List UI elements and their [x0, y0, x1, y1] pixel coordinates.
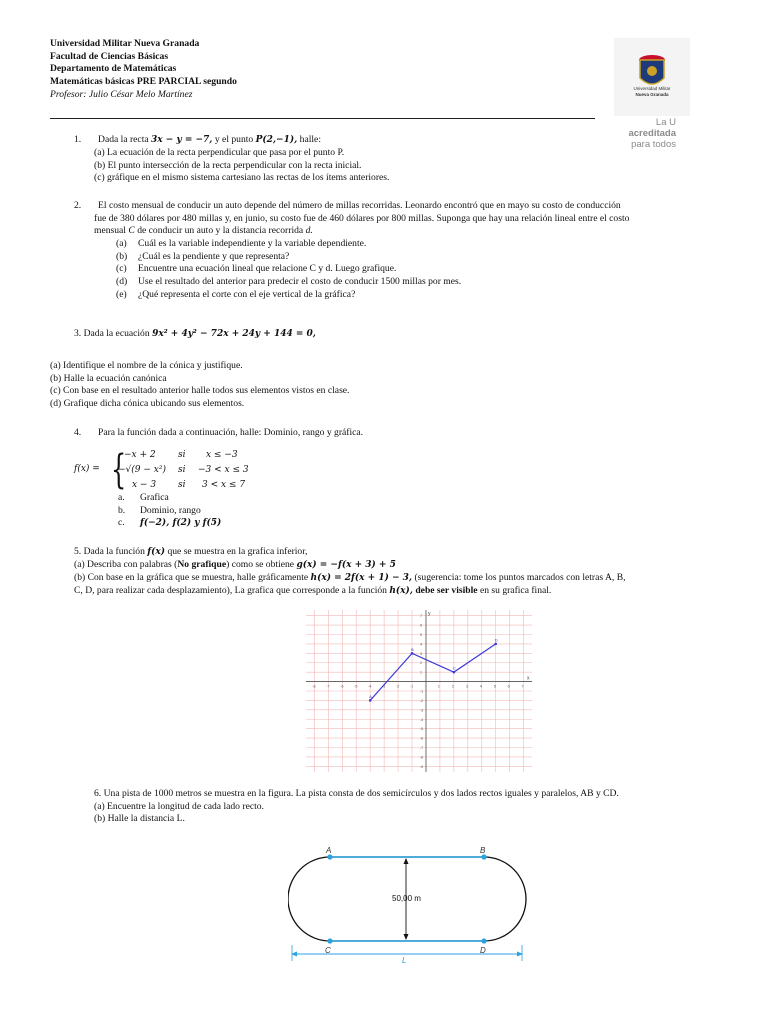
- q3-item-d: (d) Grafique dicha cónica ubicando sus elementos.: [50, 397, 245, 409]
- q5-line3b: (sugerencia: tome los puntos marcados con letras A, B,: [414, 571, 626, 583]
- university-name: Universidad Militar Nueva Granada: [50, 38, 200, 49]
- y-tick-label: -5: [419, 727, 424, 732]
- x-tick-label: -8: [312, 684, 316, 689]
- q1-item-b: (b) El punto intersección de la recta perpendicular con la recta inicial.: [94, 159, 362, 171]
- q4-item: a. Grafica: [118, 492, 169, 503]
- question-1: [74, 134, 634, 185]
- piecewise-cond-3: 3 < x ≤ 7: [202, 480, 246, 490]
- q2-line3b: de conducir un auto y la distancia recorrida: [137, 225, 304, 237]
- q1-text-mid: y el punto: [214, 134, 254, 145]
- label-B: B: [480, 846, 486, 855]
- q1-point: P(2,−1),: [255, 135, 298, 145]
- x-tick-label: -2: [396, 684, 400, 689]
- logo-text-line2: Nueva Granada: [635, 92, 669, 97]
- q1-text-pre: Dada la recta: [98, 134, 149, 145]
- label-D: D: [480, 946, 486, 955]
- q2-line3a: mensual: [94, 225, 126, 237]
- q1-number: 1.: [74, 134, 82, 145]
- q3-item-b: (b) Halle la ecuación canónica: [50, 372, 167, 384]
- university-logo: [614, 38, 690, 116]
- q5-line2c: ) como se obtiene: [226, 558, 295, 570]
- label-A: A: [326, 846, 332, 855]
- piecewise-cond-2: −3 < x ≤ 3: [198, 465, 249, 475]
- q5-no-grafique: No grafique: [177, 558, 227, 570]
- data-point-A: [369, 699, 372, 702]
- width-label: 50,00 m: [392, 894, 421, 903]
- tagline-line3: para todos: [631, 138, 676, 150]
- course-title: Matemáticas básicas PRE PARCIAL segundo: [50, 75, 237, 87]
- q2-line2: fue de 380 dólares por 480 millas y, en junio, su costo fue de 460 dólares por 800 millas. Suponga que hay una relación lineal entre el costo: [94, 212, 630, 224]
- q2-item: (e) ¿Qué representa el corte con el eje vertical de la gráfica?: [116, 288, 356, 300]
- x-tick-label: 2: [451, 684, 454, 689]
- x-tick-label: 1: [437, 684, 440, 689]
- y-tick-label: 4: [419, 642, 422, 647]
- y-tick-label: 1: [419, 670, 422, 675]
- q5-line4c: en su grafica final.: [479, 584, 552, 596]
- piecewise-brace: {: [111, 447, 127, 493]
- q1-item-c: (c) gráfique en el mismo sistema cartesiano las rectas de los ítems anteriores.: [94, 172, 390, 184]
- q5-line4a: C, D, para realizar cada desplazamiento), La grafica que corresponde a la función: [74, 584, 387, 596]
- q5-hx: h(x) = 2f(x + 1) − 3,: [310, 572, 413, 583]
- x-tick-label: 5: [493, 684, 496, 689]
- track-figure: [288, 845, 528, 963]
- document-header: [50, 38, 237, 101]
- q5-line1b: que se muestra en la grafica inferior,: [167, 546, 308, 557]
- q2-item: (b) ¿Cuál es la pendiente y que representa?: [116, 250, 290, 262]
- tagline-line1: La U: [655, 117, 676, 128]
- question-3: [74, 328, 674, 341]
- point-label-D: D: [494, 637, 498, 643]
- q2-item: (a) Cuál es la variable independiente y la variable dependiente.: [116, 237, 367, 249]
- data-point-C: [453, 671, 456, 674]
- q4-number: 4.: [74, 427, 82, 438]
- point-label-A: A: [369, 693, 372, 699]
- data-point-D: [494, 643, 497, 646]
- x-tick-label: -5: [354, 684, 358, 689]
- label-L: L: [402, 956, 407, 963]
- point-B: [481, 854, 486, 859]
- label-C: C: [325, 946, 331, 955]
- q1-line-equation: 3x − y = −7,: [151, 135, 213, 145]
- y-tick-label: -8: [419, 755, 424, 760]
- x-tick-label: -7: [326, 684, 330, 689]
- q6-item-a: (a) Encuentre la longitud de cada lado recto.: [94, 800, 264, 812]
- width-arrow-bottom: [404, 934, 409, 940]
- y-tick-label: 3: [419, 651, 422, 656]
- x-tick-label: 7: [521, 684, 524, 689]
- question-4: [74, 427, 363, 440]
- width-arrow-top: [404, 858, 409, 864]
- faculty-name: Facultad de Ciencias Básicas: [50, 50, 169, 62]
- logo-text-line1: Universidad Militar: [633, 86, 671, 91]
- q1-item-a: (a) La ecuación de la recta perpendicular que pasa por el punto P.: [94, 146, 345, 158]
- professor-name: Profesor: Julio César Melo Martínez: [50, 88, 193, 100]
- point-C: [327, 938, 332, 943]
- q5-gx: g(x) = −f(x + 3) + 5: [296, 559, 396, 570]
- point-A: [327, 854, 332, 859]
- y-tick-label: -6: [419, 736, 424, 741]
- x-tick-label: -4: [368, 684, 372, 689]
- q3-item-c: (c) Con base en el resultado anterior halle todos sus elementos vistos en clase.: [50, 385, 350, 397]
- q6-item-b: (b) Halle la distancia L.: [94, 813, 185, 825]
- function-graph: [306, 610, 532, 772]
- q2-number: 2.: [74, 200, 82, 211]
- x-tick-label: 6: [507, 684, 510, 689]
- x-tick-label: -3: [382, 684, 386, 689]
- q4-item: c. f(−2), f(2) y f(5): [118, 517, 222, 529]
- y-tick-label: 2: [419, 661, 422, 666]
- piecewise-si-3: si: [178, 480, 186, 490]
- x-tick-label: -6: [340, 684, 344, 689]
- shield-icon: [614, 38, 690, 116]
- question-3-items: [50, 360, 650, 411]
- piecewise-lhs: f(x) =: [74, 464, 100, 474]
- point-label-C: C: [452, 665, 456, 671]
- piecewise-expr-2: −√(9 − x²): [118, 465, 166, 475]
- q5-debe-ser-visible: debe ser visible: [415, 584, 478, 596]
- y-tick-label: 5: [419, 632, 422, 637]
- q4-text: Para la función dada a continuación, halle: Dominio, rango y gráfica.: [98, 427, 364, 438]
- piecewise-cond-1: x ≤ −3: [206, 450, 238, 460]
- piecewise-si-1: si: [178, 450, 186, 460]
- x-tick-label: -1: [410, 684, 414, 689]
- q3-text: 3. Dada la ecuación: [74, 328, 150, 339]
- piecewise-si-2: si: [178, 465, 186, 475]
- y-tick-label: 7: [419, 614, 422, 619]
- q2-line1: El costo mensual de conducir un auto depende del número de millas recorridas. Leonardo encontró que en mayo su costo de conducción: [98, 200, 621, 211]
- y-tick-label: -1: [419, 689, 424, 694]
- question-2: [74, 200, 734, 301]
- q2-var-C: C: [128, 225, 135, 237]
- q5-fx: f(x): [147, 547, 166, 557]
- x-tick-label: 4: [479, 684, 482, 689]
- q3-equation: 9x² + 4y² − 72x + 24y + 144 = 0,: [152, 329, 316, 339]
- question-6: [94, 788, 744, 826]
- tagline-line2: acreditada: [628, 127, 676, 139]
- y-tick-label: -4: [419, 717, 424, 722]
- department-name: Departamento de Matemáticas: [50, 63, 177, 75]
- y-tick-label: -3: [419, 708, 424, 713]
- q5-line3a: (b) Con base en la gráfica que se muestra, halle gráficamente: [74, 571, 309, 583]
- y-axis-label: y: [427, 611, 431, 617]
- q5-line2a: (a) Describa con palabras (: [74, 558, 178, 570]
- y-tick-label: -7: [419, 746, 424, 751]
- q4-item: b. Dominio, rango: [118, 504, 201, 516]
- q5-hx-2: h(x),: [389, 585, 413, 596]
- q2-var-d: d.: [305, 225, 313, 237]
- y-tick-label: -2: [419, 698, 424, 703]
- y-tick-label: -9: [419, 764, 424, 769]
- point-label-B: B: [411, 646, 414, 652]
- point-D: [481, 938, 486, 943]
- piecewise-expr-3: x − 3: [132, 480, 157, 490]
- x-axis-label: x: [527, 675, 530, 682]
- header-divider: [50, 118, 595, 119]
- q2-item: (c) Encuentre una ecuación lineal que relacione C y d. Luego grafique.: [116, 263, 397, 275]
- piecewise-function: [74, 448, 274, 494]
- q4-items: [118, 492, 221, 530]
- q5-line1a: 5. Dada la función: [74, 546, 145, 557]
- q2-item: (d) Use el resultado del anterior para predecir el costo de conducir 1500 millas por mes.: [116, 275, 462, 287]
- piecewise-expr-1: −x + 2: [124, 450, 156, 460]
- question-5: [74, 546, 714, 598]
- q1-text-post: halle:: [299, 134, 321, 145]
- x-tick-label: 3: [465, 684, 468, 689]
- data-point-B: [411, 652, 414, 655]
- y-tick-label: 6: [419, 623, 422, 628]
- q3-item-a: (a) Identifique el nombre de la cónica y justifique.: [50, 360, 243, 371]
- q6-line1: 6. Una pista de 1000 metros se muestra en la figura. La pista consta de dos semicírculos y dos lados rectos iguales y paralelos, AB y CD.: [94, 788, 619, 799]
